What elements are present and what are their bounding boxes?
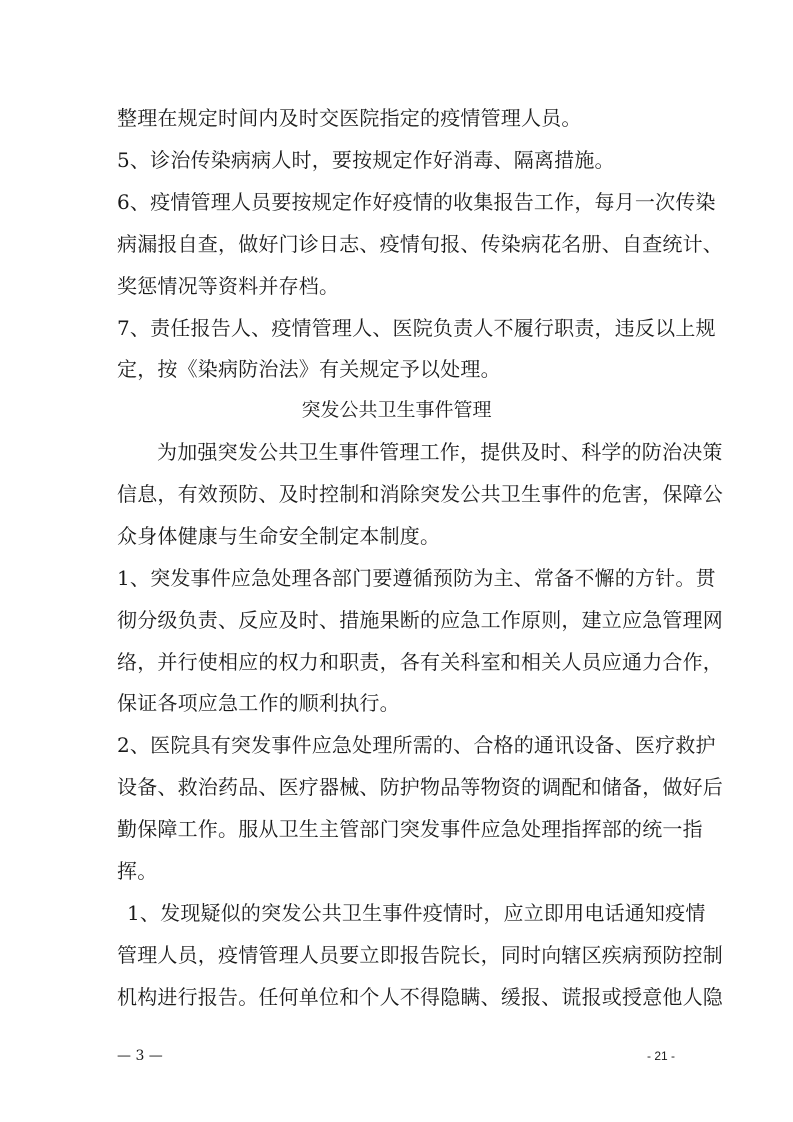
body-line-1: 整理在规定时间内及时交医院指定的疫情管理人员。 — [117, 106, 582, 130]
section-line-2: 信息，有效预防、及时控制和消除突发公共卫生事件的危害，保障公 — [117, 482, 723, 506]
section-line-9: 设备、救治药品、医疗器械、防护物品等物资的调配和储备，做好后 — [117, 775, 723, 799]
page-number-left: — 3 — — [117, 1048, 163, 1064]
body-line-6: 7、责任报告人、疫情管理人、医院负责人不履行职责，违反以上规 — [117, 316, 716, 340]
section-line-1: 为加强突发公共卫生事件管理工作，提供及时、科学的防治决策 — [157, 440, 723, 464]
section-line-6: 络，并行使相应的权力和职责，各有关科室和相关人员应通力合作， — [117, 650, 723, 674]
page-number-right: - 21 - — [646, 1049, 675, 1063]
body-line-3: 6、疫情管理人员要按规定作好疫情的收集报告工作，每月一次传染 — [117, 190, 716, 214]
section-line-4: 1、突发事件应急处理各部门要遵循预防为主、常备不懈的方针。贯 — [117, 566, 716, 590]
section-line-3: 众身体健康与生命安全制定本制度。 — [117, 524, 441, 548]
section-line-14: 机构进行报告。任何单位和个人不得隐瞒、缓报、谎报或授意他人隐 — [117, 985, 723, 1009]
section-line-10: 勤保障工作。服从卫生主管部门突发事件应急处理指挥部的统一指 — [117, 817, 703, 841]
section-title: 突发公共卫生事件管理 — [301, 399, 492, 421]
section-line-8: 2、医院具有突发事件应急处理所需的、合格的通讯设备、医疗救护 — [117, 733, 716, 757]
body-line-2: 5、诊治传染病病人时，要按规定作好消毒、隔离措施。 — [117, 148, 615, 172]
section-line-5: 彻分级负责、反应及时、措施果断的应急工作原则，建立应急管理网 — [117, 608, 723, 632]
section-line-12: 1、发现疑似的突发公共卫生事件疫情时，应立即用电话通知疫情 — [127, 901, 706, 925]
section-line-7: 保证各项应急工作的顺利执行。 — [117, 691, 400, 715]
section-line-11: 挥。 — [117, 859, 158, 883]
body-line-7: 定，按《染病防治法》有关规定予以处理。 — [117, 357, 501, 381]
body-line-4: 病漏报自查，做好门诊日志、疫情旬报、传染病花名册、自查统计、 — [117, 232, 723, 256]
body-line-5: 奖惩情况等资料并存档。 — [117, 274, 340, 298]
section-line-13: 管理人员，疫情管理人员要立即报告院长，同时向辖区疾病预防控制 — [117, 943, 723, 967]
